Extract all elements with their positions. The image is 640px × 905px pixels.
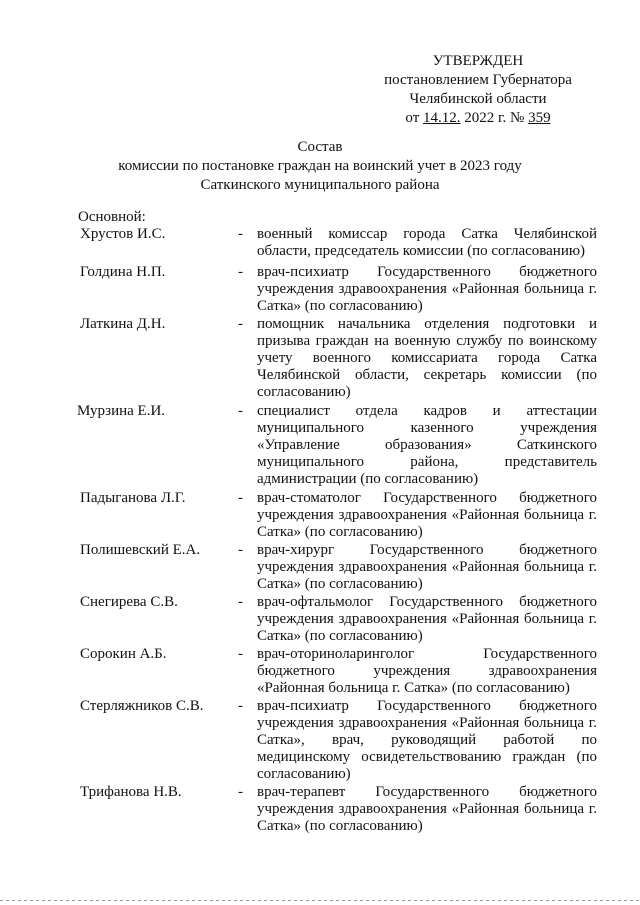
approval-heading: УТВЕРЖДЕН bbox=[432, 53, 524, 69]
member-name: Трифанова Н.В. bbox=[80, 784, 182, 800]
member-dash: - bbox=[238, 490, 243, 506]
member-dash: - bbox=[238, 542, 243, 558]
approval-line1: постановлением Губернатора bbox=[384, 72, 572, 88]
member-name: Хрустов И.С. bbox=[80, 226, 166, 242]
member-name: Падыганова Л.Г. bbox=[80, 490, 186, 506]
approval-date-line bbox=[358, 109, 598, 128]
member-description: врач-хирург Государственного бюджетного учреждения здравоохранения «Районная больница г. Сатка» (по согласованию) bbox=[257, 542, 597, 593]
title-line2: комиссии по постановке граждан на воинский учет в 2023 году bbox=[118, 158, 522, 174]
member-name: Стерляжников С.В. bbox=[80, 698, 204, 714]
scan-edge-line bbox=[0, 900, 640, 901]
member-description: военный комиссар города Сатка Челябинской области, председатель комиссии (по согласованию) bbox=[257, 226, 597, 260]
section-label: Основной: bbox=[78, 209, 146, 225]
member-dash: - bbox=[238, 264, 243, 280]
member-name: Сорокин А.Б. bbox=[80, 646, 167, 662]
member-name: Мурзина Е.И. bbox=[77, 403, 166, 419]
document-title bbox=[0, 138, 640, 195]
member-description: врач-оториноларинголог Государственного бюджетного учреждения здравоохранения «Районная больница г. Сатка» (по согласованию) bbox=[257, 646, 597, 697]
member-dash: - bbox=[238, 594, 243, 610]
member-name: Латкина Д.Н. bbox=[80, 316, 166, 332]
member-description: врач-терапевт Государственного бюджетного учреждения здравоохранения «Районная больница г. Сатка» (по согласованию) bbox=[257, 784, 597, 835]
decree-number: 359 bbox=[528, 110, 551, 126]
member-description: врач-психиатр Государственного бюджетного учреждения здравоохранения «Районная больница г. Сатка» (по согласованию) bbox=[257, 264, 597, 315]
member-dash: - bbox=[238, 403, 243, 419]
approval-line2: Челябинской области bbox=[409, 91, 547, 107]
member-dash: - bbox=[238, 784, 243, 800]
year-text: 2022 г. № bbox=[464, 110, 525, 126]
member-description: врач-стоматолог Государственного бюджетного учреждения здравоохранения «Районная больница г. Сатка» (по согласованию) bbox=[257, 490, 597, 541]
date-value: 14.12. bbox=[423, 110, 461, 126]
member-description: специалист отдела кадров и аттестации муниципального казенного учреждения «Управление образования» Саткинского муниципального района, представитель администрации (по согласованию) bbox=[257, 403, 597, 488]
date-prefix: от bbox=[405, 110, 420, 126]
member-dash: - bbox=[238, 698, 243, 714]
member-dash: - bbox=[238, 316, 243, 332]
member-dash: - bbox=[238, 646, 243, 662]
member-name: Голдина Н.П. bbox=[80, 264, 166, 280]
member-description: врач-психиатр Государственного бюджетного учреждения здравоохранения «Районная больница г. Сатка», врач, руководящий работой по медицинскому освидетельствованию граждан (по согласованию) bbox=[257, 698, 597, 783]
member-description: помощник начальника отделения подготовки и призыва граждан на военную службу по воинскому учету военного комиссариата города Сатка Челябинской области, секретарь комиссии (по согласованию) bbox=[257, 316, 597, 401]
member-dash: - bbox=[238, 226, 243, 242]
approval-block bbox=[358, 52, 598, 128]
member-description: врач-офтальмолог Государственного бюджетного учреждения здравоохранения «Районная больница г. Сатка» (по согласованию) bbox=[257, 594, 597, 645]
title-line3: Саткинского муниципального района bbox=[200, 177, 440, 193]
title-line1: Состав bbox=[297, 139, 343, 155]
member-name: Снегирева С.В. bbox=[80, 594, 178, 610]
member-name: Полишевский Е.А. bbox=[80, 542, 201, 558]
